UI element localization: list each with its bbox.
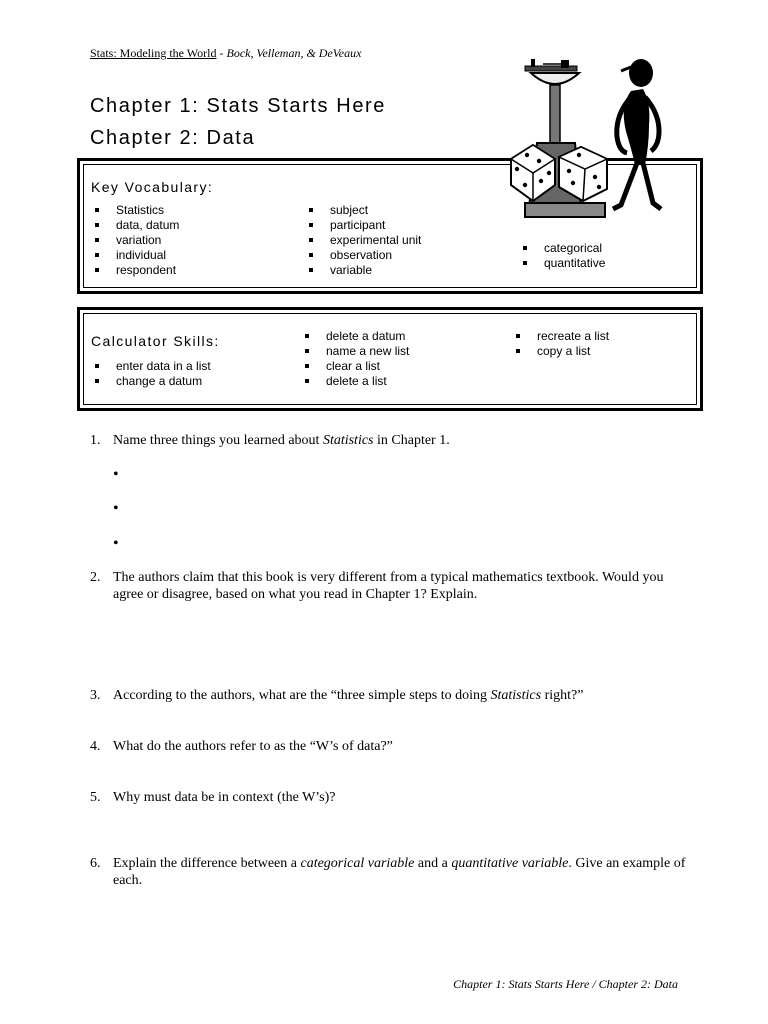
question-text: Name three things you learned about [113, 433, 323, 448]
header-line [90, 46, 361, 61]
question-6 [90, 855, 690, 889]
question-text: Explain the difference between a [113, 856, 301, 871]
calc-skill-item: delete a list [303, 374, 409, 389]
calc-skill-item: change a datum [93, 374, 211, 389]
vocab-item: quantitative [521, 256, 605, 271]
vocab-list-col2 [307, 203, 421, 278]
stick-figure-with-scale-and-dice-icon [503, 55, 673, 225]
calc-list-col3 [514, 329, 609, 359]
question-5 [90, 789, 690, 806]
question-3 [90, 687, 690, 704]
question-text: According to the authors, what are the “three simple steps to doing [113, 688, 491, 703]
question-text: Why must data be in context (the W’s)? [113, 790, 336, 805]
question-number: 4. [90, 739, 101, 754]
question-text: The authors claim that this book is very different from a typical mathematics textbook. Would you agree or disagree, based on what you read in Chapter 1? Explain. [113, 570, 664, 602]
question-text: . Give an example of each. [113, 856, 686, 888]
vocab-item: categorical [521, 241, 605, 256]
question-emphasis: Statistics [322, 433, 374, 448]
question-text: in Chapter 1. [373, 433, 450, 448]
answer-bullet: • [113, 466, 119, 483]
question-number: 1. [90, 433, 101, 448]
vocab-item: respondent [93, 263, 179, 278]
vocab-item: Statistics [93, 203, 179, 218]
calc-skill-item: clear a list [303, 359, 409, 374]
question-4 [90, 738, 690, 755]
book-title: Stats: Modeling the World [90, 46, 217, 60]
question-emphasis: Statistics [490, 688, 542, 703]
vocab-item: individual [93, 248, 179, 263]
vocab-item: data, datum [93, 218, 179, 233]
chapter-2-title: Chapter 2: Data [90, 127, 256, 149]
book-authors: Bock, Velleman, & DeVeaux [226, 46, 362, 60]
calc-skill-item: delete a datum [303, 329, 409, 344]
page-footer: Chapter 1: Stats Starts Here / Chapter 2: Data [453, 977, 678, 991]
answer-bullet: • [113, 535, 119, 552]
question-2 [90, 569, 690, 603]
question-text: right?” [541, 688, 584, 703]
question-number: 3. [90, 688, 101, 703]
question-text: and a [414, 856, 452, 871]
answer-bullet: • [113, 500, 119, 517]
calc-list-col1 [93, 359, 211, 389]
question-number: 6. [90, 856, 101, 871]
vocab-list-col3 [521, 241, 605, 271]
vocab-item: experimental unit [307, 233, 421, 248]
calculator-skills-label: Calculator Skills: [91, 333, 220, 349]
vocab-list-col1 [93, 203, 179, 278]
question-number: 2. [90, 570, 101, 585]
calc-skill-item: name a new list [303, 344, 409, 359]
calc-skill-item: copy a list [514, 344, 609, 359]
vocab-item: participant [307, 218, 421, 233]
question-number: 5. [90, 790, 101, 805]
key-vocabulary-label: Key Vocabulary: [91, 179, 214, 195]
vocab-item: subject [307, 203, 421, 218]
question-text: What do the authors refer to as the “W’s of data?” [113, 739, 393, 754]
question-emphasis: categorical variable [300, 856, 415, 871]
calc-list-col2 [303, 329, 409, 389]
header-separator: - [216, 46, 227, 60]
question-1 [90, 432, 690, 449]
question-emphasis: quantitative variable [451, 856, 569, 871]
calculator-skills-box [77, 307, 703, 411]
calc-skill-item: enter data in a list [93, 359, 211, 374]
vocab-item: variation [93, 233, 179, 248]
chapter-1-title: Chapter 1: Stats Starts Here [90, 95, 387, 117]
calc-skill-item: recreate a list [514, 329, 609, 344]
vocab-item: variable [307, 263, 421, 278]
vocab-item: observation [307, 248, 421, 263]
